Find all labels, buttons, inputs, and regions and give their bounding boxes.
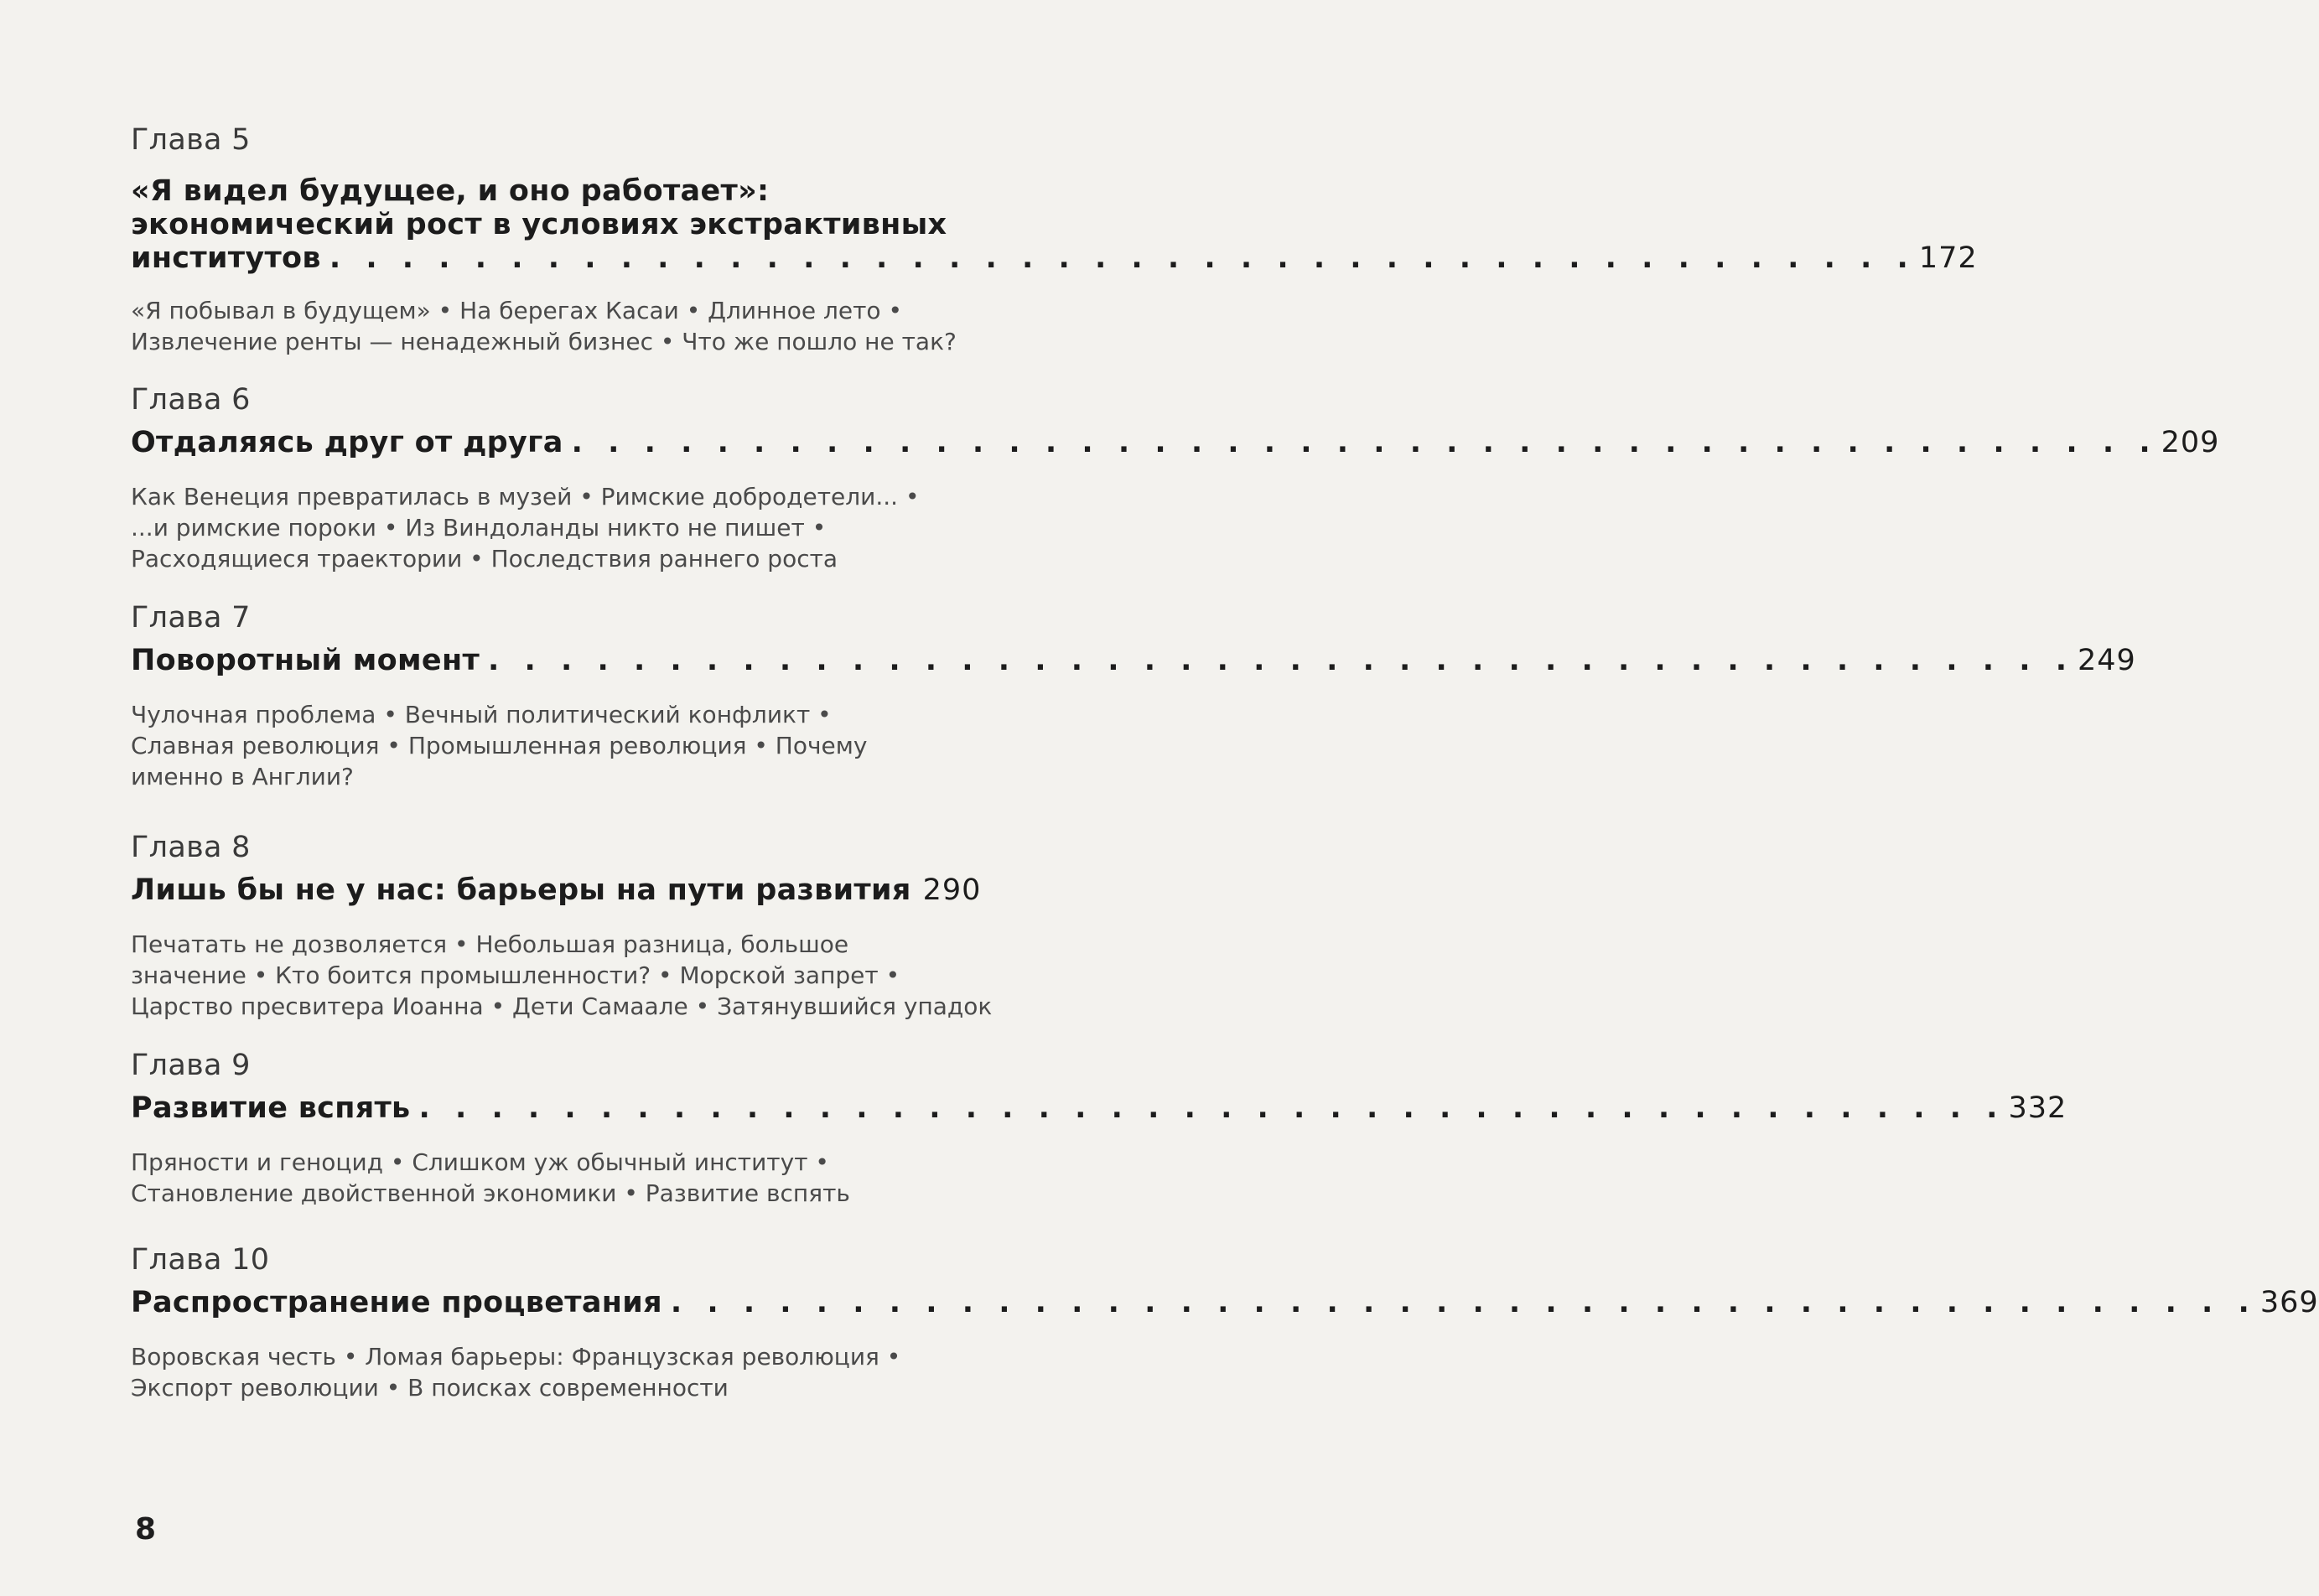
chapter-title-line: «Я видел будущее, и оно работает»: xyxy=(131,174,770,208)
chapter-title-text: Поворотный момент xyxy=(131,644,480,677)
topic-line: Пряности и геноцид • Слишком уж обычный институт • xyxy=(131,1148,829,1176)
chapter-title[interactable] xyxy=(131,426,2220,459)
dot-leader: . . . . . . . . . . . . . . . . . . . . . . . . . . . . . . . . . . . . . . . . . . . . xyxy=(571,426,2158,459)
chapter-5 xyxy=(131,122,1978,357)
page-number: 249 xyxy=(2078,644,2136,677)
page-number: 209 xyxy=(2161,426,2220,459)
chapter-title[interactable] xyxy=(131,1091,2067,1125)
topic-line: Извлечение ренты — ненадежный бизнес • Что же пошло не так? xyxy=(131,328,957,355)
page-number: 172 xyxy=(1918,241,1978,275)
topic-line: Славная революция • Промышленная революция • Почему xyxy=(131,732,868,759)
topic-line: именно в Англии? xyxy=(131,763,354,790)
topic-line: Чулочная проблема • Вечный политический конфликт • xyxy=(131,701,832,728)
dot-leader: . . . . . . . . . . . . . . . . . . . . . . . . . . . . . . . . . . . . . . . . . . . . xyxy=(488,644,2075,677)
chapter-topics xyxy=(131,929,993,1022)
chapter-title-text: Лишь бы не у нас: барьеры на пути развития xyxy=(131,873,911,907)
chapter-title-text: Отдаляясь друг от друга xyxy=(131,426,563,459)
chapter-10 xyxy=(131,1242,2319,1403)
chapter-title[interactable] xyxy=(131,1286,2319,1319)
chapter-8 xyxy=(131,830,993,1022)
page-number: 290 xyxy=(922,873,982,907)
chapter-title-entry xyxy=(131,1091,2067,1125)
chapter-7 xyxy=(131,600,2136,792)
topic-line: Становление двойственной экономики • Развитие вспять xyxy=(131,1179,850,1207)
topic-line: значение • Кто боится промышленности? • Морской запрет • xyxy=(131,961,900,989)
topic-line: Как Венеция превратилась в музей • Римские добродетели... • xyxy=(131,483,920,510)
dot-leader: . . . . . . . . . . . . . . . . . . . . . . . . . . . . . . . . . . . . . . . . . . . . xyxy=(670,1286,2257,1319)
topic-line: Экспорт революции • В поисках современности xyxy=(131,1374,729,1402)
chapter-9 xyxy=(131,1048,2067,1209)
table-of-contents xyxy=(131,0,2319,1596)
chapter-title-line: экономический рост в условиях экстрактивных xyxy=(131,208,947,241)
chapter-label: Глава 9 xyxy=(131,1049,251,1082)
chapter-label: Глава 8 xyxy=(131,831,251,864)
chapter-title-text: Распространение процветания xyxy=(131,1286,662,1319)
chapter-title[interactable] xyxy=(131,174,1978,275)
chapter-title[interactable] xyxy=(131,873,982,907)
chapter-label: Глава 10 xyxy=(131,1243,270,1277)
chapter-topics xyxy=(131,1147,973,1209)
topic-line: «Я побывал в будущем» • На берегах Касаи • Длинное лето • xyxy=(131,297,902,324)
chapter-title-entry xyxy=(131,873,982,907)
chapter-topics xyxy=(131,481,973,574)
topic-line: Воровская честь • Ломая барьеры: Французская революция • xyxy=(131,1343,901,1371)
chapter-label: Глава 6 xyxy=(131,383,251,417)
chapter-topics xyxy=(131,1341,973,1403)
chapter-title-entry xyxy=(131,241,1978,275)
chapter-topics xyxy=(131,295,973,357)
dot-leader: . . . . . . . . . . . . . . . . . . . . . . . . . . . . . . . . . . . . . . . . . . . . xyxy=(418,1091,2005,1125)
chapter-title[interactable] xyxy=(131,644,2136,677)
chapter-label: Глава 7 xyxy=(131,601,251,635)
chapter-label: Глава 5 xyxy=(131,123,251,157)
page-number: 332 xyxy=(2008,1091,2067,1125)
chapter-topics xyxy=(131,699,973,792)
folio-page-number: 8 xyxy=(135,1512,157,1547)
chapter-6 xyxy=(131,382,2220,574)
page-number: 369 xyxy=(2259,1286,2319,1319)
chapter-title-entry xyxy=(131,1286,2319,1319)
chapter-title-text: институтов xyxy=(131,241,321,275)
chapter-title-entry xyxy=(131,426,2220,459)
chapter-title-entry xyxy=(131,644,2136,677)
topic-line: Печатать не дозволяется • Небольшая разница, большое xyxy=(131,930,849,958)
topic-line: Царство пресвитера Иоанна • Дети Самаале • Затянувшийся упадок xyxy=(131,992,993,1020)
chapter-title-text: Развитие вспять xyxy=(131,1091,411,1125)
topic-line: ...и римские пороки • Из Виндоланды никто не пишет • xyxy=(131,514,827,542)
topic-line: Расходящиеся траектории • Последствия раннего роста xyxy=(131,545,838,573)
dot-leader: . . . . . . . . . . . . . . . . . . . . . . . . . . . . . . . . . . . . . . . . . . . . xyxy=(329,241,1916,275)
